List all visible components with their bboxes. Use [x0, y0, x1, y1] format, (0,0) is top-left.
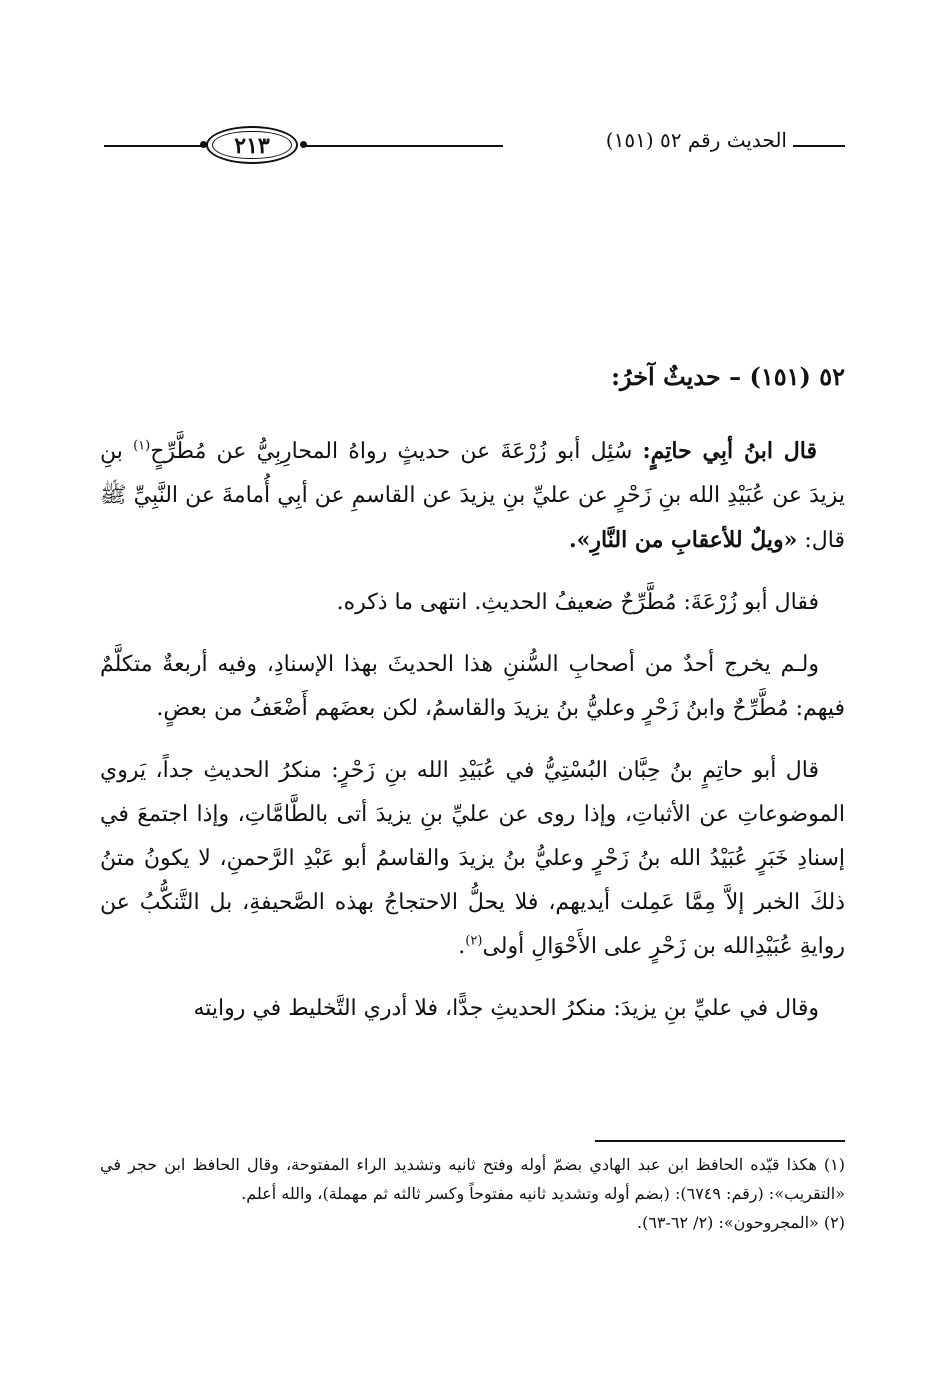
header-ornament-dot-right: [300, 141, 307, 148]
ibn-hibban-text: قال أبو حاتِمٍ بنُ حِبَّان البُسْتِيُّ في عُبَيْدِ الله بنِ زَحْرٍ: منكرُ الحديثِ جداً، يَروي الموضوعاتِ عن الأثباتِ، وإذا روى عن عليِّ بنِ يزيدَ أتى بالطَّامَّاتِ، وإذا اجتمعَ في إسنادِ خَبَرٍ عُبَيْدُ الله بنُ زَحْرٍ وعليُّ بنُ يزيدَ والقاسمُ أبو عَبْدِ الرَّحمنِ، لا يكونُ متنُ ذلكَ الخبر إلاَّ مِمَّا عَمِلت أيديهم، فلا يحلُّ الاحتجاجُ بهذه الصَّحيفةِ، بل التَّنكُّبُ عن روايةِ عُبَيْدِالله بن زَحْرٍ على الأَحْوَالِ أولى: [100, 758, 845, 959]
section-heading: ٥٢ (١٥١) – حديثٌ آخرُ:: [611, 362, 845, 391]
hadith-quote: «ويلٌ للأعقابِ من النَّارِ».: [569, 527, 798, 553]
hadith-chain-rest: بنِ يزيدَ عن عُبَيْدِ الله بنِ زَحْرٍ عن عليِّ بنِ يزيدَ عن القاسمِ عن أبِي أُمامةَ عن النَّبِيِّ ﷺ قال:: [100, 439, 845, 553]
hadith-chain-start: سُئِل أبو زُرْعَةَ عن حديثٍ رواهُ المحارِبِيُّ عن مُطَّرِّحٍ: [150, 439, 633, 464]
paragraph-isnad-comment: ولـم يخرج أحدٌ من أصحابِ السُّننِ هذا الحديثَ بهذا الإسنادِ، وفيه أربعةٌ متكلَّمٌ فيهم: مُطَّرِّحٌ وابنُ زَحْرٍ وعليُّ بنُ يزيدَ والقاسمُ، لكن بعضَهم أَضْعَفُ من بعضٍ.: [100, 652, 845, 721]
narrator-lead: قال ابنُ أبِي حاتِمٍ:: [642, 438, 817, 464]
running-header: [100, 122, 845, 168]
page-number-frame: [206, 126, 298, 164]
footnotes: [100, 1150, 845, 1237]
paragraph-abu-zura: فقال أبو زُرْعَةَ: مُطَّرِّحٌ ضعيفُ الحديثِ. انتهى ما ذكره.: [336, 590, 819, 615]
footnote-ref-1: (١): [133, 438, 151, 454]
paragraph-hadith: [100, 429, 845, 563]
main-text: [100, 355, 845, 1049]
header-rule-left: [104, 145, 204, 147]
header-rule-right: [793, 145, 845, 147]
running-title: الحديث رقم ٥٢ (١٥١): [605, 128, 787, 152]
footnote-separator: [595, 1140, 845, 1142]
header-rule-middle: [305, 145, 503, 147]
footnote-1: (١) هكذا قيّده الحافظ ابن عبد الهادي بضمّ أوله وفتح ثانيه وتشديد الراء المفتوحة، وقال الحافظ ابن حجر في «التقريب»: (رقم: ٦٧٤٩): (بضم أوله وتشديد ثانيه مفتوحاً وكسر ثالثه ثم مهملة)، والله أعلم.: [100, 1155, 846, 1203]
page-number: ٢١٣: [234, 133, 270, 159]
footnote-2: (٢) «المجروحون»: (٢/ ٦٢-٦٣).: [636, 1213, 845, 1232]
paragraph-ibn-hibban: [100, 749, 845, 969]
ibn-hibban-end: .: [458, 934, 466, 959]
paragraph-ali-bin-yazid: وقال في عليِّ بنِ يزيدَ: منكرُ الحديثِ جدًّا، فلا أدري التَّخليط في روايته: [193, 996, 819, 1021]
footnote-ref-2: (٢): [465, 933, 483, 949]
